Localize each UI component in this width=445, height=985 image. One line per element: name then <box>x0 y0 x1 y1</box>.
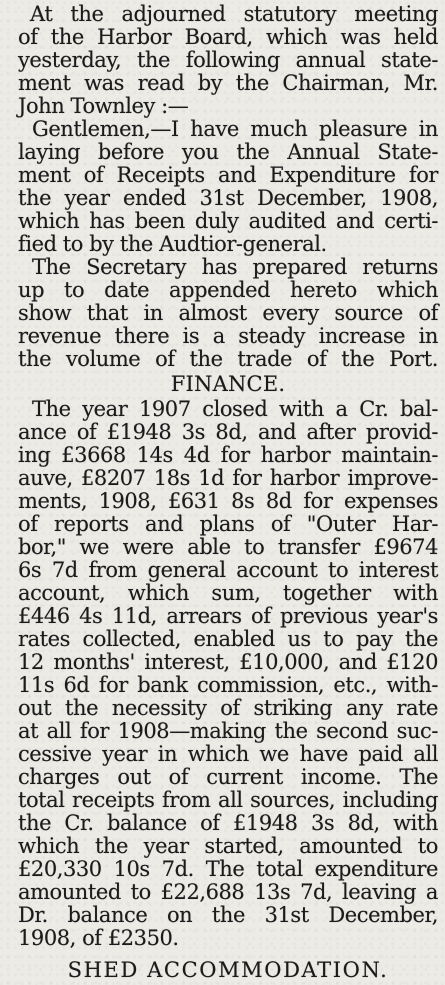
text-line: ing £3668 14s 4d for harbor maintain- <box>18 443 438 467</box>
text-line: the Cr. balance of £1948 3s 8d, with <box>18 811 438 835</box>
text-line: of the Harbor Board, which was held <box>18 25 438 49</box>
text-line: up to date appended hereto which <box>18 278 438 302</box>
text-line: account, which sum, together with <box>18 581 438 605</box>
text-line: £446 4s 11d, arrears of previous year's <box>18 604 438 628</box>
text-line: amounted to £22,688 13s 7d, leaving a <box>18 880 438 904</box>
text-line: rates collected, enabled us to pay the <box>18 627 438 651</box>
text-line: £20,330 10s 7d. The total expenditure <box>18 857 438 881</box>
text-line: 1908, of £2350. <box>18 926 179 950</box>
text-line: The year 1907 closed with a Cr. bal- <box>32 397 438 421</box>
text-line: ance of £1948 3s 8d, and after provid- <box>18 420 438 444</box>
text-line: 6s 7d from general account to interest <box>18 558 438 582</box>
text-line: At the adjourned statutory meeting <box>30 2 438 26</box>
text-line: ments, 1908, £631 8s 8d for expenses <box>18 489 438 513</box>
text-line: bor," we were able to transfer £9674 <box>18 535 438 559</box>
text-line: 12 months' interest, £10,000, and £120 <box>18 650 438 674</box>
text-line: total receipts from all sources, including <box>18 788 438 812</box>
text-line: of reports and plans of "Outer Har- <box>18 512 438 536</box>
text-line: yesterday, the following annual state- <box>18 48 438 72</box>
text-line: which the year started, amounted to <box>18 834 438 858</box>
text-line: auve, £8207 18s 1d for harbor improve- <box>18 466 438 490</box>
text-line: charges out of current income. The <box>18 765 438 789</box>
text-line: The Secretary has prepared returns <box>32 255 438 279</box>
text-line: ment of Receipts and Expenditure for <box>18 163 438 187</box>
section-heading-finance: FINANCE. <box>170 372 286 396</box>
text-line: which has been duly audited and certi- <box>18 209 438 233</box>
text-line: show that in almost every source of <box>18 301 438 325</box>
text-line: cessive year in which we have paid all <box>18 742 438 766</box>
text-line: the year ended 31st December, 1908, <box>18 186 438 210</box>
text-line: revenue there is a steady increase in <box>18 324 438 348</box>
text-line: ment was read by the Chairman, Mr. <box>18 71 438 95</box>
text-line: 11s 6d for bank commission, etc., with- <box>18 673 438 697</box>
text-line: the volume of the trade of the Port. <box>18 347 438 371</box>
text-line: fied to by the Audtior-general. <box>18 232 327 256</box>
text-line: Gentlemen,—I have much pleasure in <box>32 117 438 141</box>
text-line: out the necessity of striking any rate <box>18 696 438 720</box>
section-heading-shed-accommodation: SHED ACCOMMODATION. <box>67 958 389 982</box>
text-line: laying before you the Annual State- <box>18 140 438 164</box>
text-line: John Townley :— <box>18 94 189 118</box>
text-line: at all for 1908—making the second suc- <box>18 719 438 743</box>
text-line: Dr. balance on the 31st December, <box>18 903 438 927</box>
